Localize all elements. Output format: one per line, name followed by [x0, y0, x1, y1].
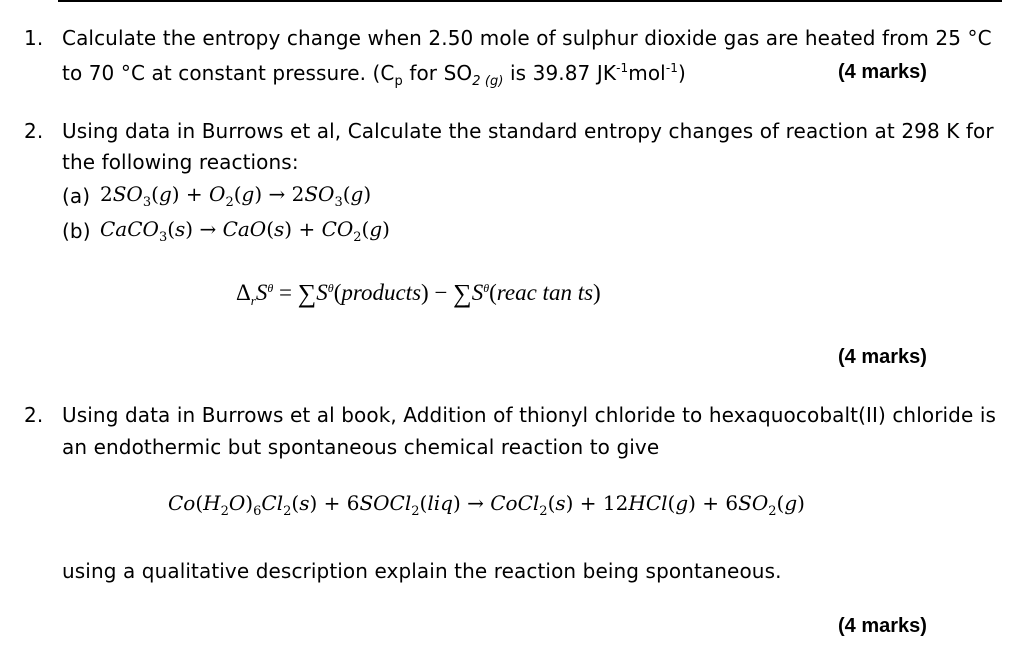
q1-marks: (4 marks) [838, 61, 927, 83]
top-rule [58, 0, 1002, 2]
q3-line3: using a qualitative description explain the reaction being spontaneous. [62, 559, 782, 583]
q1-line1: Calculate the entropy change when 2.50 mole of sulphur dioxide gas are heated from 25 °C [62, 26, 992, 50]
q2-b-label: (b) [62, 219, 91, 243]
q1-line2: to 70 °C at constant pressure. ($C_p$ for $SO_{2 (g)}$ is 39.87 $JK^{-1}mol^{-1}$) [62, 61, 686, 89]
q2-line2: the following reactions: [62, 150, 299, 174]
entropy-formula: $\Delta_rS^\theta$ = $\sum S^\theta(products)$ − $\sum S^\theta(reac$ tan ts) [236, 279, 601, 308]
q2-b-equation: CaCO$_3$(s) → $CaO(s) + CO_2(g)$ [100, 217, 390, 245]
q2-line1: Using data in Burrows et al, Calculate the standard entropy changes of reaction at 298 K for [62, 119, 994, 143]
q2-marks: (4 marks) [838, 346, 927, 368]
q3-marks: (4 marks) [838, 615, 927, 637]
q1-number: 1. [24, 26, 44, 50]
q3-number: 2. [24, 403, 44, 427]
q3-line2: an endothermic but spontaneous chemical reaction to give [62, 435, 660, 459]
q3-equation: $Co(H_2O)_6Cl_2(s)$ + 6SOCl$_2$(liq) → CoCl$_2$(s) + $12HCl(g) + 6SO_2(g)$ [168, 491, 805, 519]
q2-number: 2. [24, 119, 44, 143]
q3-line1: Using data in Burrows et al book, Addition of thionyl chloride to hexaquocobalt(II) chloride is [62, 403, 997, 427]
q2-a-label: (a) [62, 184, 91, 208]
q2-a-equation: $2SO_3(g) + O_2(g) \to 2SO_3(g)$ [100, 182, 372, 210]
